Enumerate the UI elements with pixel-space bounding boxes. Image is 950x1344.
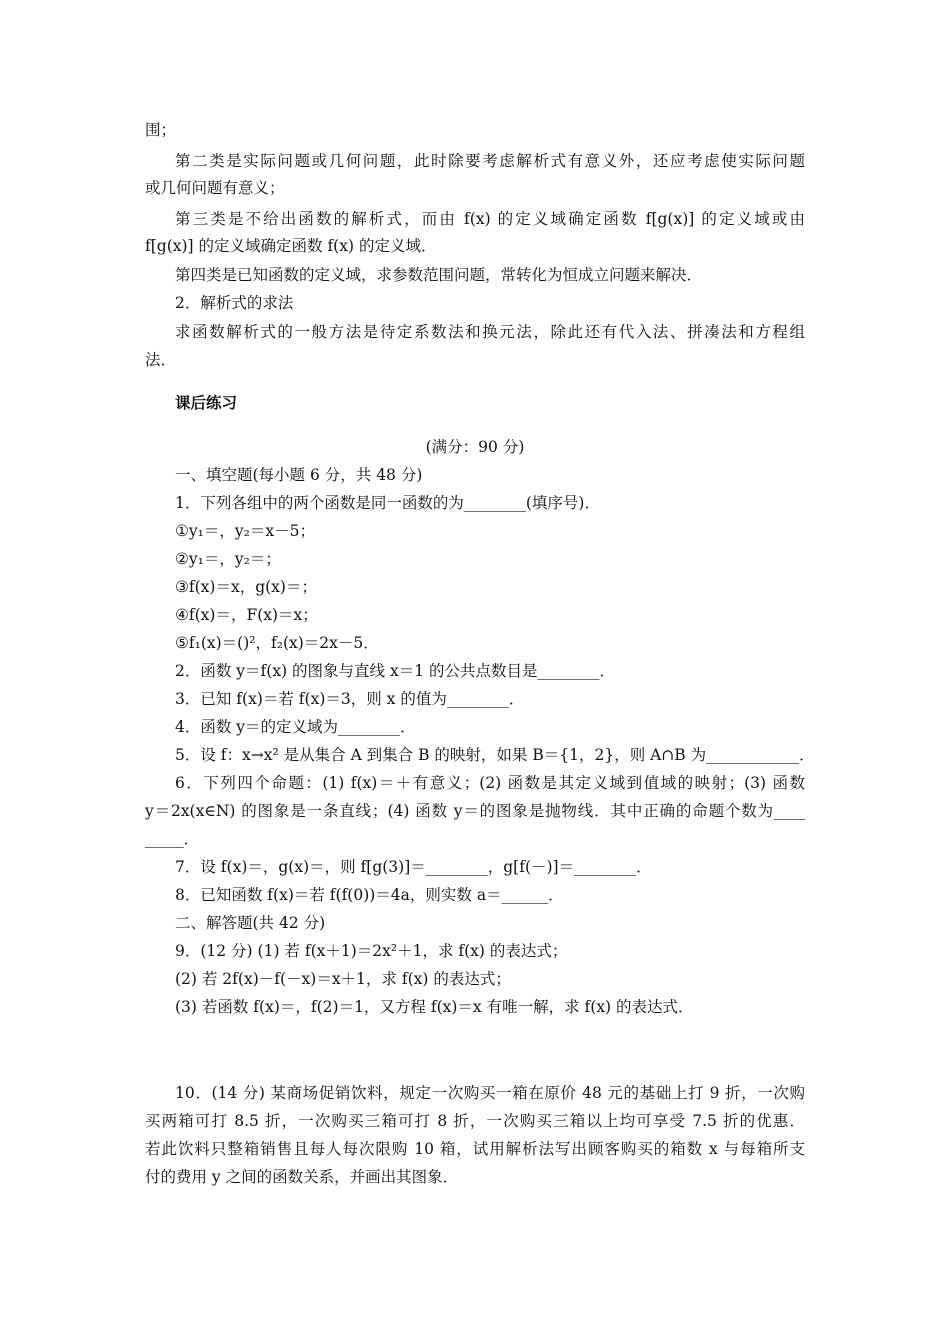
question-9: 9．(12 分) (1) 若 f(x＋1)＝2x²＋1，求 f(x) 的表达式； — [175, 942, 568, 960]
text-line: f[g(x)] 的定义域确定函数 f(x) 的定义域． — [145, 237, 437, 255]
question-9-part3: (3) 若函数 f(x)＝，f(2)＝1，又方程 f(x)＝x 有唯一解，求 f(x) 的表达式． — [175, 998, 694, 1016]
question-4: 4．函数 y＝的定义域为________． — [175, 718, 416, 736]
option-1: ①y₁＝，y₂＝x－5； — [175, 522, 315, 540]
question-6-cont: y＝2x(x∈N) 的图象是一条直线；(4) 函数 y＝的图象是抛物线．其中正确的命题个数为____ — [145, 802, 805, 820]
option-5: ⑤f₁(x)＝()²，f₂(x)＝2x－5． — [175, 634, 379, 652]
exercise-heading: 课后练习 — [175, 394, 238, 412]
text-line: 第二类是实际问题或几何问题，此时除要考虑解析式有意义外，还应考虑使实际问题 — [175, 152, 805, 170]
option-2: ②y₁＝，y₂＝； — [175, 550, 281, 568]
question-2: 2．函数 y＝f(x) 的图象与直线 x＝1 的公共点数目是________． — [175, 662, 616, 680]
section-heading: 2．解析式的求法 — [175, 294, 294, 312]
text-line: 第四类是已知函数的定义域，求参数范围问题，常转化为恒成立问题来解决． — [175, 266, 703, 284]
text-line: 法． — [145, 351, 177, 369]
question-1: 1．下列各组中的两个函数是同一函数的为________(填序号)． — [175, 494, 600, 512]
score-note: (满分：90 分) — [425, 438, 525, 456]
question-8: 8．已知函数 f(x)＝若 f(f(0))＝4a，则实数 a＝______． — [175, 886, 564, 904]
text-line: 第三类是不给出函数的解析式，而由 f(x) 的定义域确定函数 f[g(x)] 的定义域或由 — [175, 210, 805, 228]
text-line: 围； — [145, 121, 177, 139]
question-7: 7．设 f(x)＝，g(x)＝，则 f[g(3)]＝________，g[f(－)]＝________． — [175, 858, 652, 876]
question-10-end: 付的费用 y 之间的函数关系，并画出其图象． — [145, 1168, 459, 1186]
option-4: ④f(x)＝，F(x)＝x； — [175, 606, 318, 624]
part-heading: 一、填空题(每小题 6 分，共 48 分) — [175, 466, 423, 484]
question-10-cont: 买两箱可打 8.5 折，一次购买三箱可打 8 折，一次购买三箱以上均可享受 7.5 折的优惠． — [145, 1112, 805, 1130]
text-line: 求函数解析式的一般方法是待定系数法和换元法，除此还有代入法、拼凑法和方程组 — [175, 323, 805, 341]
text-line: 或几何问题有意义； — [145, 179, 285, 197]
question-6: 6．下列四个命题：(1) f(x)＝＋有意义；(2) 函数是其定义域到值域的映射；(3) 函数 — [175, 774, 805, 792]
question-5: 5．设 f：x→x² 是从集合 A 到集合 B 的映射，如果 B＝{1，2}，则 A∩B 为____________． — [175, 746, 815, 764]
part-heading: 二、解答题(共 42 分) — [175, 914, 326, 932]
question-10-cont: 若此饮料只整箱销售且每人每次限购 10 箱，试用解析法写出顾客购买的箱数 x 与每箱所支 — [145, 1140, 805, 1158]
option-3: ③f(x)＝x，g(x)＝； — [175, 578, 317, 596]
question-6-end: _____． — [145, 830, 200, 848]
question-10: 10．(14 分) 某商场促销饮料，规定一次购买一箱在原价 48 元的基础上打 9 折，一次购 — [175, 1084, 805, 1102]
question-3: 3．已知 f(x)＝若 f(x)＝3，则 x 的值为________． — [175, 690, 525, 708]
question-9-part2: (2) 若 2f(x)－f(－x)＝x＋1，求 f(x) 的表达式； — [175, 970, 511, 988]
